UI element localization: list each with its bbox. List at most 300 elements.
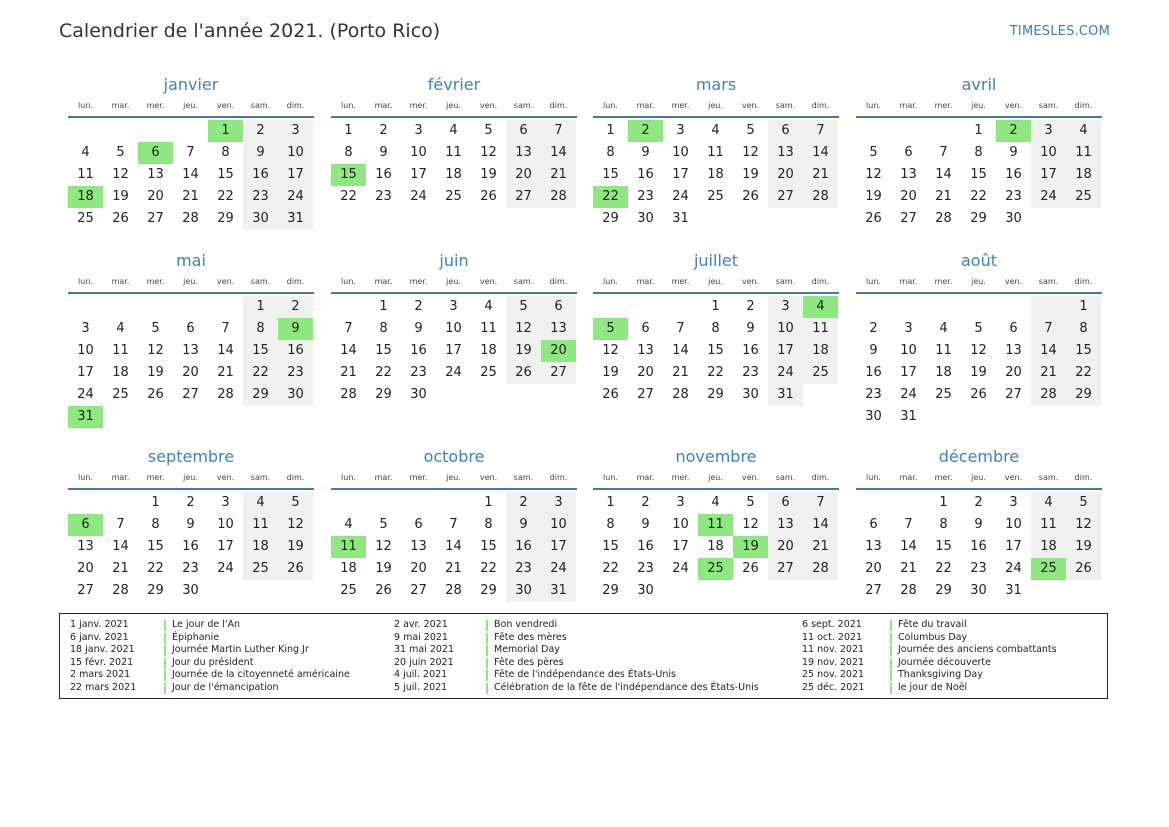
- day-cell: 4: [243, 492, 278, 514]
- weekday-label: lun.: [603, 473, 618, 482]
- day-cell: 11: [698, 514, 733, 536]
- weekday-label: mar.: [899, 473, 918, 482]
- day-empty: [366, 492, 401, 514]
- weekday-label: ven.: [216, 473, 235, 482]
- day-grid: [68, 120, 314, 230]
- day-cell: 18: [707, 539, 724, 554]
- legend-holiday-name: Épiphanie: [172, 631, 220, 643]
- day-cell: 28: [182, 211, 199, 226]
- day-empty: [926, 296, 961, 318]
- day-cell: 17: [278, 164, 313, 186]
- day-cell: 13: [147, 167, 164, 182]
- day-cell: 8: [221, 145, 230, 160]
- day-cell: 4: [1031, 492, 1066, 514]
- day-empty: [768, 208, 803, 230]
- day-cell: 1: [606, 123, 615, 138]
- legend-date: 9 mai 2021: [394, 631, 448, 643]
- weekday-label: sam.: [1038, 473, 1059, 482]
- day-cell: 5: [484, 123, 493, 138]
- day-cell: 16: [865, 365, 882, 380]
- day-empty: [138, 296, 173, 318]
- day-cell: 16: [637, 539, 654, 554]
- day-cell: 22: [707, 365, 724, 380]
- legend-holiday-name: Journée des anciens combattants: [898, 644, 1057, 656]
- legend-color-marker: [486, 683, 488, 694]
- weekday-label: lun.: [603, 277, 618, 286]
- legend-date: 11 oct. 2021: [802, 631, 863, 643]
- day-empty: [996, 296, 1031, 318]
- month-1: [331, 74, 577, 208]
- weekday-label: jeu.: [446, 473, 461, 482]
- legend-item: [394, 682, 759, 695]
- day-empty: [891, 492, 926, 514]
- weekday-label: dim.: [1074, 277, 1093, 286]
- day-empty: [68, 492, 103, 514]
- day-cell: 17: [768, 340, 803, 362]
- day-empty: [541, 384, 576, 406]
- day-cell: 18: [935, 365, 952, 380]
- day-cell: 20: [182, 365, 199, 380]
- day-cell: 23: [410, 365, 427, 380]
- day-cell: 29: [243, 384, 278, 406]
- day-cell: 10: [541, 514, 576, 536]
- day-cell: 17: [541, 536, 576, 558]
- legend-item: [394, 644, 759, 657]
- day-cell: 23: [637, 561, 654, 576]
- day-cell: 19: [112, 189, 129, 204]
- day-cell: 12: [375, 539, 392, 554]
- day-cell: 3: [1009, 495, 1018, 510]
- day-cell: 4: [449, 123, 458, 138]
- legend-color-marker: [486, 633, 488, 644]
- weekday-label: mer.: [934, 101, 953, 110]
- day-cell: 18: [1066, 164, 1101, 186]
- day-empty: [698, 208, 733, 230]
- day-empty: [663, 296, 698, 318]
- day-cell: 29: [375, 387, 392, 402]
- weekday-label: mer.: [671, 277, 690, 286]
- day-cell: 11: [803, 318, 838, 340]
- day-cell: 16: [410, 343, 427, 358]
- weekday-label: lun.: [603, 101, 618, 110]
- day-cell: 18: [340, 561, 357, 576]
- legend-date: 31 mai 2021: [394, 644, 455, 656]
- day-cell: 10: [217, 517, 234, 532]
- day-cell: 16: [742, 343, 759, 358]
- legend-holiday-name: Columbus Day: [898, 631, 968, 643]
- weekday-label: jeu.: [971, 473, 986, 482]
- day-cell: 29: [707, 387, 724, 402]
- day-cell: 7: [1031, 318, 1066, 340]
- day-cell: 8: [344, 145, 353, 160]
- weekday-label: dim.: [549, 473, 568, 482]
- legend-column: [394, 619, 759, 695]
- day-empty: [856, 492, 891, 514]
- day-cell: 28: [803, 558, 838, 580]
- day-cell: 7: [904, 517, 913, 532]
- legend-date: 6 sept. 2021: [802, 619, 862, 630]
- day-cell: 12: [480, 145, 497, 160]
- day-cell: 28: [541, 186, 576, 208]
- legend-item: [802, 644, 1057, 657]
- day-cell: 7: [939, 145, 948, 160]
- day-cell: 2: [414, 299, 423, 314]
- day-cell: 19: [970, 365, 987, 380]
- day-cell: 23: [375, 189, 392, 204]
- legend-item: [802, 657, 1057, 670]
- weekday-label: mer.: [409, 101, 428, 110]
- day-cell: 19: [278, 536, 313, 558]
- day-cell: 14: [900, 539, 917, 554]
- weekday-label: lun.: [866, 101, 881, 110]
- day-cell: 17: [900, 365, 917, 380]
- legend-color-marker: [164, 620, 166, 631]
- day-cell: 8: [711, 321, 720, 336]
- day-cell: 12: [742, 145, 759, 160]
- weekday-label: dim.: [286, 277, 305, 286]
- day-cell: 4: [711, 495, 720, 510]
- day-cell: 14: [340, 343, 357, 358]
- month-3: [856, 74, 1102, 230]
- day-cell: 3: [904, 321, 913, 336]
- day-cell: 3: [676, 123, 685, 138]
- day-cell: 26: [742, 561, 759, 576]
- day-cell: 12: [602, 343, 619, 358]
- weekday-label: jeu.: [446, 101, 461, 110]
- weekday-label: mar.: [374, 473, 393, 482]
- weekday-label: mer.: [146, 101, 165, 110]
- weekday-label: ven.: [479, 473, 498, 482]
- legend-date: 25 déc. 2021: [802, 681, 865, 693]
- day-cell: 20: [147, 189, 164, 204]
- day-cell: 25: [707, 189, 724, 204]
- day-empty: [733, 208, 768, 230]
- month-name: août: [960, 251, 997, 270]
- day-cell: 26: [480, 189, 497, 204]
- day-cell: 20: [768, 164, 803, 186]
- day-cell: 8: [606, 517, 615, 532]
- day-cell: 27: [506, 186, 541, 208]
- day-cell: 7: [676, 321, 685, 336]
- day-cell: 13: [506, 142, 541, 164]
- legend-item: [802, 632, 1057, 645]
- day-cell: 8: [151, 517, 160, 532]
- day-cell: 3: [541, 492, 576, 514]
- page-title: Calendrier de l'année 2021. (Porto Rico): [59, 20, 441, 42]
- day-cell: 22: [593, 186, 628, 208]
- legend-date: 15 févr. 2021: [70, 656, 134, 668]
- day-cell: 23: [506, 558, 541, 580]
- weekday-label: mar.: [111, 277, 130, 286]
- legend-column: [70, 619, 350, 695]
- day-cell: 14: [182, 167, 199, 182]
- day-cell: 5: [869, 145, 878, 160]
- day-cell: 8: [939, 517, 948, 532]
- day-cell: 28: [217, 387, 234, 402]
- day-cell: 2: [996, 120, 1031, 142]
- day-empty: [961, 406, 996, 428]
- day-cell: 13: [865, 539, 882, 554]
- day-cell: 20: [77, 561, 94, 576]
- day-cell: 10: [278, 142, 313, 164]
- day-cell: 10: [1031, 142, 1066, 164]
- day-cell: 21: [112, 561, 129, 576]
- day-cell: 19: [602, 365, 619, 380]
- day-empty: [891, 296, 926, 318]
- day-cell: 2: [243, 120, 278, 142]
- legend-holiday-name: Journée de la citoyenneté américaine: [172, 669, 350, 681]
- day-cell: 20: [541, 340, 576, 362]
- legend-color-marker: [890, 670, 892, 681]
- day-cell: 11: [77, 167, 94, 182]
- day-cell: 5: [974, 321, 983, 336]
- day-cell: 25: [1031, 558, 1066, 580]
- weekday-label: lun.: [78, 473, 93, 482]
- day-cell: 11: [1031, 514, 1066, 536]
- day-cell: 15: [602, 167, 619, 182]
- weekday-label: sam.: [1038, 101, 1059, 110]
- day-cell: 14: [935, 167, 952, 182]
- day-cell: 9: [379, 145, 388, 160]
- month-name: janvier: [163, 75, 219, 94]
- day-cell: 27: [541, 362, 576, 384]
- weekday-label: dim.: [549, 101, 568, 110]
- weekday-label: sam.: [250, 277, 271, 286]
- day-cell: 25: [1066, 186, 1101, 208]
- legend-item: [394, 669, 759, 682]
- day-grid: [68, 492, 314, 602]
- day-cell: 28: [900, 583, 917, 598]
- day-empty: [103, 492, 138, 514]
- day-cell: 9: [243, 142, 278, 164]
- day-cell: 11: [480, 321, 497, 336]
- day-cell: 16: [278, 340, 313, 362]
- day-cell: 20: [768, 536, 803, 558]
- day-empty: [68, 296, 103, 318]
- day-cell: 7: [344, 321, 353, 336]
- day-empty: [103, 296, 138, 318]
- day-cell: 15: [217, 167, 234, 182]
- weekday-label: mar.: [374, 101, 393, 110]
- day-empty: [961, 296, 996, 318]
- day-cell: 17: [672, 167, 689, 182]
- day-cell: 13: [77, 539, 94, 554]
- day-cell: 26: [742, 189, 759, 204]
- day-cell: 30: [1005, 211, 1022, 226]
- weekday-label: jeu.: [183, 101, 198, 110]
- day-cell: 29: [480, 583, 497, 598]
- day-empty: [663, 580, 698, 602]
- weekday-label: dim.: [286, 101, 305, 110]
- legend-color-marker: [890, 658, 892, 669]
- legend-holiday-name: Journée Martin Luther King Jr: [172, 644, 309, 656]
- legend-item: [394, 632, 759, 645]
- day-cell: 16: [243, 164, 278, 186]
- day-cell: 24: [445, 365, 462, 380]
- legend-color-marker: [890, 620, 892, 631]
- weekday-header: [68, 100, 314, 118]
- day-cell: 11: [112, 343, 129, 358]
- day-empty: [926, 120, 961, 142]
- day-cell: 18: [445, 167, 462, 182]
- legend-color-marker: [164, 683, 166, 694]
- day-empty: [208, 296, 243, 318]
- day-cell: 22: [375, 365, 392, 380]
- day-cell: 13: [637, 343, 654, 358]
- weekday-label: lun.: [341, 101, 356, 110]
- day-cell: 16: [970, 539, 987, 554]
- day-cell: 18: [112, 365, 129, 380]
- day-cell: 23: [970, 561, 987, 576]
- day-cell: 31: [541, 580, 576, 602]
- day-empty: [208, 580, 243, 602]
- day-cell: 10: [1005, 517, 1022, 532]
- day-empty: [103, 406, 138, 428]
- day-cell: 20: [1005, 365, 1022, 380]
- weekday-label: jeu.: [708, 473, 723, 482]
- day-cell: 1: [974, 123, 983, 138]
- legend-date: 6 janv. 2021: [70, 631, 129, 643]
- day-cell: 28: [340, 387, 357, 402]
- day-cell: 30: [278, 384, 313, 406]
- day-cell: 18: [803, 340, 838, 362]
- day-cell: 3: [81, 321, 90, 336]
- weekday-label: mer.: [146, 473, 165, 482]
- day-cell: 4: [344, 517, 353, 532]
- day-cell: 12: [742, 517, 759, 532]
- legend-item: [802, 682, 1057, 695]
- day-cell: 3: [278, 120, 313, 142]
- day-cell: 23: [637, 189, 654, 204]
- day-grid: [331, 120, 577, 208]
- day-cell: 20: [900, 189, 917, 204]
- day-cell: 30: [243, 208, 278, 230]
- weekday-label: dim.: [811, 473, 830, 482]
- weekday-header: [593, 276, 839, 294]
- day-cell: 2: [869, 321, 878, 336]
- legend-item: [70, 669, 350, 682]
- day-cell: 21: [672, 365, 689, 380]
- day-grid: [856, 120, 1102, 230]
- weekday-label: lun.: [866, 473, 881, 482]
- day-cell: 25: [243, 558, 278, 580]
- legend-color-marker: [486, 645, 488, 656]
- legend-date: 5 juil. 2021: [394, 681, 448, 693]
- day-cell: 30: [742, 387, 759, 402]
- day-cell: 3: [768, 296, 803, 318]
- day-cell: 9: [506, 514, 541, 536]
- day-cell: 28: [445, 583, 462, 598]
- day-cell: 1: [1066, 296, 1101, 318]
- day-cell: 24: [1031, 186, 1066, 208]
- day-cell: 8: [379, 321, 388, 336]
- day-cell: 13: [1005, 343, 1022, 358]
- day-cell: 30: [970, 583, 987, 598]
- weekday-label: ven.: [479, 277, 498, 286]
- day-cell: 27: [77, 583, 94, 598]
- day-empty: [173, 296, 208, 318]
- day-cell: 7: [449, 517, 458, 532]
- month-name: juillet: [693, 251, 739, 270]
- weekday-label: mer.: [934, 277, 953, 286]
- legend-color-marker: [890, 645, 892, 656]
- weekday-label: mar.: [899, 277, 918, 286]
- day-cell: 6: [869, 517, 878, 532]
- day-grid: [856, 492, 1102, 602]
- day-cell: 28: [672, 387, 689, 402]
- day-empty: [698, 580, 733, 602]
- day-cell: 27: [410, 583, 427, 598]
- day-empty: [138, 120, 173, 142]
- legend-color-marker: [164, 633, 166, 644]
- day-cell: 29: [217, 211, 234, 226]
- day-cell: 19: [865, 189, 882, 204]
- legend-item: [394, 619, 759, 632]
- day-cell: 14: [112, 539, 129, 554]
- day-cell: 2: [379, 123, 388, 138]
- brand-link[interactable]: TIMESLES.COM: [1009, 24, 1110, 39]
- day-cell: 10: [900, 343, 917, 358]
- day-cell: 6: [138, 142, 173, 164]
- day-cell: 27: [637, 387, 654, 402]
- day-cell: 10: [768, 318, 803, 340]
- day-cell: 12: [1066, 514, 1101, 536]
- legend-color-marker: [890, 633, 892, 644]
- day-cell: 9: [186, 517, 195, 532]
- day-cell: 7: [803, 492, 838, 514]
- day-cell: 13: [182, 343, 199, 358]
- day-cell: 30: [182, 583, 199, 598]
- day-cell: 3: [449, 299, 458, 314]
- day-cell: 24: [541, 558, 576, 580]
- day-cell: 17: [1031, 164, 1066, 186]
- day-cell: 16: [506, 536, 541, 558]
- day-cell: 24: [410, 189, 427, 204]
- day-cell: 3: [414, 123, 423, 138]
- legend-item: [394, 657, 759, 670]
- legend-date: 25 nov. 2021: [802, 669, 865, 681]
- day-grid: [856, 296, 1102, 428]
- month-name: juin: [439, 251, 469, 270]
- weekday-label: mer.: [934, 473, 953, 482]
- day-cell: 11: [331, 536, 366, 558]
- day-cell: 14: [672, 343, 689, 358]
- day-cell: 19: [1066, 536, 1101, 558]
- day-cell: 6: [768, 120, 803, 142]
- day-cell: 14: [803, 514, 838, 536]
- day-empty: [331, 296, 366, 318]
- day-empty: [471, 384, 506, 406]
- day-empty: [926, 406, 961, 428]
- day-empty: [1066, 208, 1101, 230]
- month-name: octobre: [423, 447, 485, 466]
- day-cell: 26: [278, 558, 313, 580]
- day-cell: 27: [768, 186, 803, 208]
- day-cell: 29: [1066, 384, 1101, 406]
- day-cell: 18: [707, 167, 724, 182]
- day-empty: [733, 580, 768, 602]
- weekday-label: ven.: [1004, 473, 1023, 482]
- day-cell: 8: [1066, 318, 1101, 340]
- day-cell: 5: [1066, 492, 1101, 514]
- day-cell: 22: [935, 561, 952, 576]
- legend-holiday-name: Fête de l'indépendance des États-Unis: [494, 669, 676, 681]
- legend-color-marker: [486, 670, 488, 681]
- day-empty: [768, 580, 803, 602]
- legend-date: 4 juil. 2021: [394, 669, 448, 681]
- legend-item: [70, 682, 350, 695]
- legend-color-marker: [164, 658, 166, 669]
